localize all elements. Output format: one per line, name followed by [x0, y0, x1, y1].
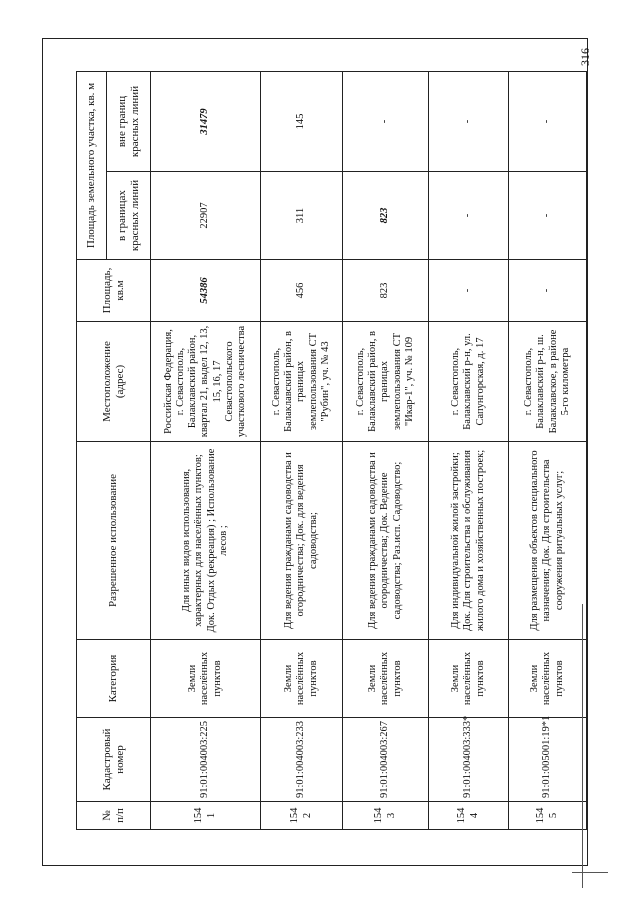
table-container: [76, 72, 586, 830]
area: 456: [261, 260, 343, 322]
table-row: [151, 71, 261, 829]
category: Земли населённых пунктов: [261, 640, 343, 718]
area: 54386: [151, 260, 261, 322]
margin-rule: [582, 604, 583, 888]
cadastral-number: 91:01:004003:333*: [429, 718, 509, 802]
location: г. Севастополь, Балаклавский р-н, ш. Балаклавское, в районе 5-го километра: [509, 322, 587, 442]
area-within: -: [429, 172, 509, 260]
land-plots-table: [76, 71, 587, 830]
header-cadastral: Кадастровый номер: [77, 718, 151, 802]
permitted-use: Для ведения гражданами садоводства и огородничества; Док. Ведение садоводства; Раз.исп. Садоводство;: [343, 442, 429, 640]
row-number: 154 1: [151, 802, 261, 830]
category: Земли населённых пунктов: [151, 640, 261, 718]
location: г. Севастополь, Балаклавский район, в границах землепользования СТ "Рубин", уч. № 43: [261, 322, 343, 442]
area-outside: 31479: [151, 71, 261, 171]
footer-mark: [572, 872, 608, 873]
category: Земли населённых пунктов: [509, 640, 587, 718]
row-number: 154 4: [429, 802, 509, 830]
permitted-use: Для ведения гражданами садоводства и огородничества; Док. для ведения садоводства;: [261, 442, 343, 640]
area-within: 823: [343, 172, 429, 260]
area-within: 311: [261, 172, 343, 260]
location: Российская Федерация, г. Севастополь, Балаклавский район, квартал 21, выдел 12, 13, 15, 16, 17 Севастопольского участкового лесничества: [151, 322, 261, 442]
area-outside: -: [509, 71, 587, 171]
location: г. Севастополь, Балаклавский район, в границах землепользования СТ "Икар-1", уч. № 109: [343, 322, 429, 442]
table-row: [429, 71, 509, 829]
category: Земли населённых пунктов: [429, 640, 509, 718]
area: -: [429, 260, 509, 322]
header-land-area: Площадь земельного участка, кв. м: [77, 71, 107, 259]
permitted-use: Для индивидуальной жилой застройки; Док. Для строительства и обслуживания жилого дома и хозяйственных построек;: [429, 442, 509, 640]
row-number: 154 3: [343, 802, 429, 830]
location: г. Севастополь, Балаклавский р-н, ул. Сапунгорская, д. 17: [429, 322, 509, 442]
header-outside: вне границ красных линий: [107, 71, 151, 171]
area-outside: -: [429, 71, 509, 171]
cadastral-number: 91:01:004003:233: [261, 718, 343, 802]
permitted-use: Для иных видов использования, характерных для населённых пунктов; Док. Отдых (рекреация) ; Использование лесов ;: [151, 442, 261, 640]
row-number: 154 2: [261, 802, 343, 830]
header-num: № п/п: [77, 802, 151, 830]
area: -: [509, 260, 587, 322]
rotated-table-wrapper: [76, 72, 586, 830]
header-location: Местоположение (адрес): [77, 322, 151, 442]
table-row: [261, 71, 343, 829]
header-category: Категория: [77, 640, 151, 718]
area: 823: [343, 260, 429, 322]
row-number: 154 5: [509, 802, 587, 830]
category: Земли населённых пунктов: [343, 640, 429, 718]
area-within: 22907: [151, 172, 261, 260]
area-outside: -: [343, 71, 429, 171]
cadastral-number: 91:01:004003:225: [151, 718, 261, 802]
header-area: Площадь, кв.м: [77, 260, 151, 322]
cadastral-number: 91:01:005001:19*1: [509, 718, 587, 802]
header-within: в границах красных линий: [107, 172, 151, 260]
permitted-use: Для размещения объектов специального назначения; Док. Для строительства сооружения ритуальных услуг;: [509, 442, 587, 640]
area-within: -: [509, 172, 587, 260]
area-outside: 145: [261, 71, 343, 171]
table-row: [343, 71, 429, 829]
cadastral-number: 91:01:004003:267: [343, 718, 429, 802]
table-row: [509, 71, 587, 829]
page-number: 316: [578, 48, 592, 66]
header-usage: Разрешенное использование: [77, 442, 151, 640]
